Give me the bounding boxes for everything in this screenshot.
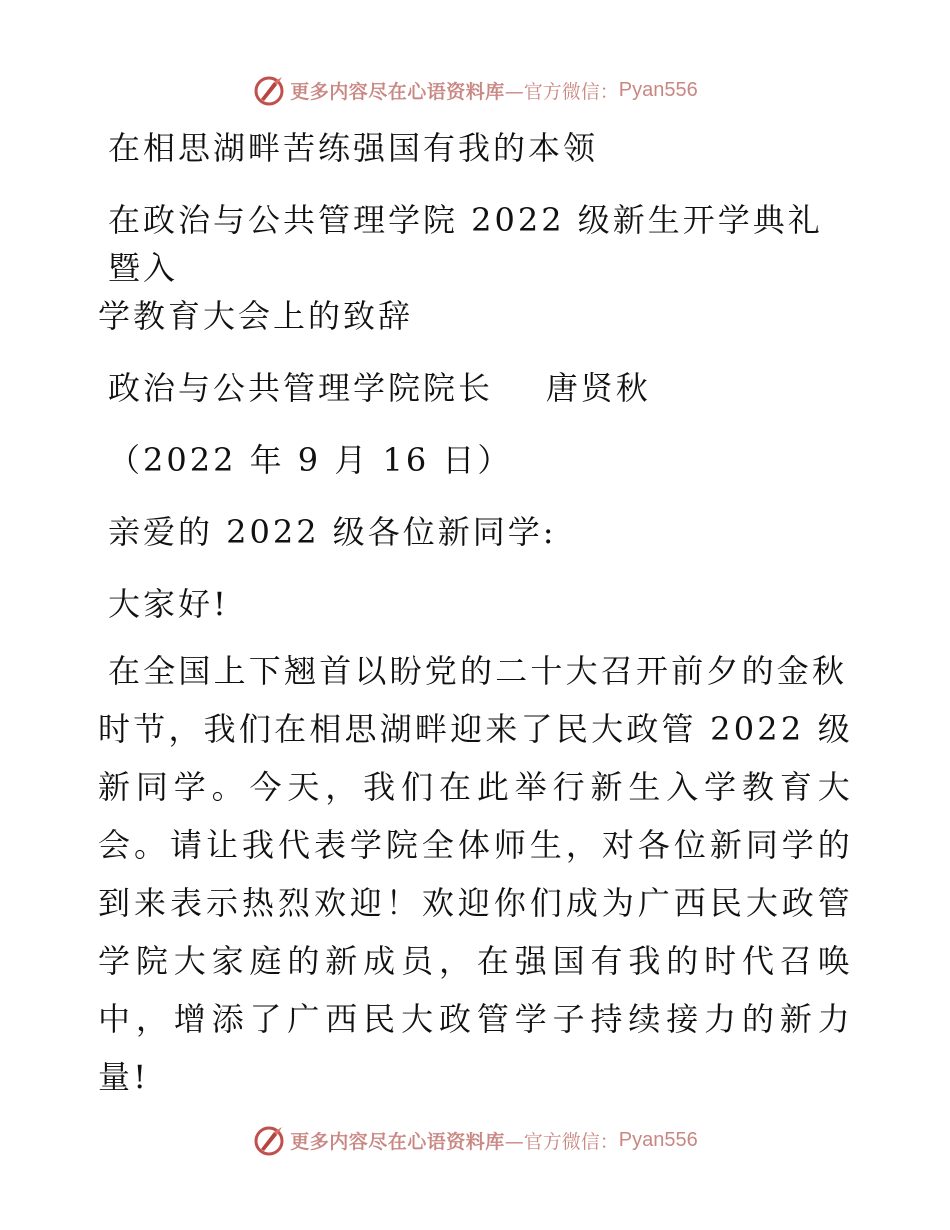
document-salutation: 亲爱的 2022 级各位新同学: [108, 513, 557, 551]
watermark-id-text: Pyan556 [618, 78, 698, 101]
quill-circle-logo-icon [252, 1123, 286, 1157]
watermark-id-text: Pyan556 [618, 1128, 698, 1151]
document-subtitle-line1: 在政治与公共管理学院 2022 级新生开学典礼暨入 [108, 201, 823, 287]
footer-watermark [0, 1120, 950, 1160]
document-paragraph [98, 642, 853, 1106]
watermark-main-text: 更多内容尽在心语资料库 [290, 80, 505, 103]
document-author: 政治与公共管理学院院长 唐贤秋 [108, 369, 651, 407]
quill-circle-logo-icon [252, 73, 286, 107]
watermark-main-text: 更多内容尽在心语资料库 [290, 1130, 505, 1153]
document-date: （2022 年 9 月 16 日） [108, 441, 513, 479]
watermark-separator-text: —官方微信： [504, 80, 619, 103]
paragraph-first-line: 在全国上下翘首以盼党的二十大召开前夕的金秋 [108, 652, 848, 690]
header-watermark [0, 70, 950, 110]
watermark-separator-text: —官方微信： [504, 1130, 619, 1153]
document-body [98, 124, 853, 1106]
document-title: 在相思湖畔苦练强国有我的本领 [108, 129, 599, 167]
document-greeting: 大家好! [108, 585, 229, 623]
document-subtitle-line2: 学教育大会上的致辞 [98, 297, 414, 335]
paragraph-rest: 时节，我们在相思湖畔迎来了民大政管 2022 级新同学。今天，我们在此举行新生入学教育大会。请让我代表学院全体师生，对各位新同学的到来表示热烈欢迎！欢迎你们成为广西民大政管学院大家庭的新成员，在强国有我的时代召唤中，增添了广西民大政管学子持续接力的新力量! [98, 710, 853, 1096]
